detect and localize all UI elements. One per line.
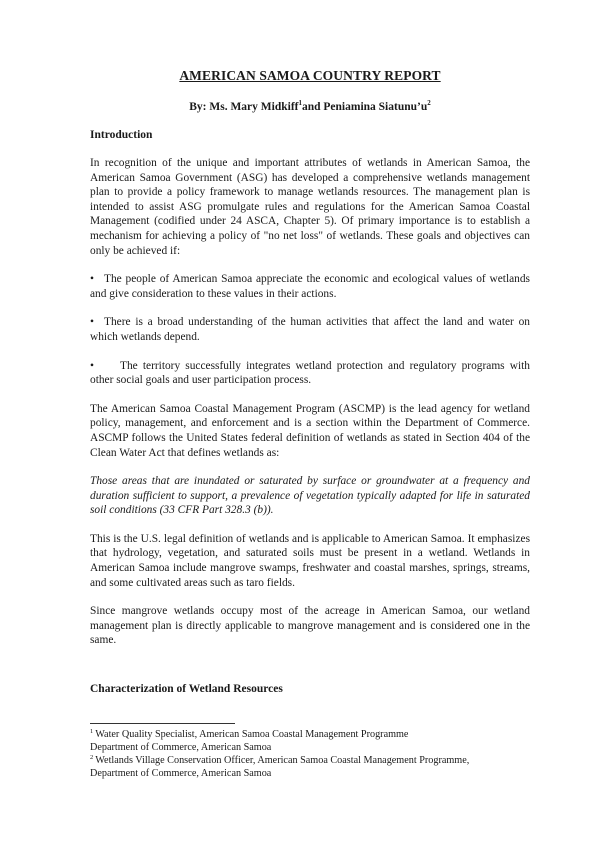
footnote-ref-1: 1 xyxy=(298,99,302,107)
byline-author-2: and Peniamina Siatunu’u xyxy=(301,101,428,113)
author-byline xyxy=(90,100,530,114)
bullet-icon: • xyxy=(90,273,94,286)
bullet-text: There is a broad understanding of the human activities that affect the land and water on which wetlands depend. xyxy=(90,316,530,343)
bullet-text: The territory successfully integrates wetland protection and regulatory programs with other social goals and user participation process. xyxy=(90,359,530,387)
bullet-text: The people of American Samoa appreciate the economic and ecological values of wetlands and give consideration to these values in their actions. xyxy=(90,273,530,300)
bullet-icon: • xyxy=(90,316,94,329)
footnote-1-continued: Department of Commerce, American Samoa xyxy=(90,742,272,753)
document-title: AMERICAN SAMOA COUNTRY REPORT xyxy=(179,68,441,83)
footnote-1-line-1: Water Quality Specialist, American Samoa Coastal Management Programme xyxy=(95,729,409,740)
footnote-1 xyxy=(90,728,530,741)
section-heading-characterization: Characterization of Wetland Resources xyxy=(90,683,283,696)
intro-paragraph-1: In recognition of the unique and important attributes of wetlands in American Samoa, the American Samoa Government (ASG) has developed a comprehensive wetlands management plan to provide a policy framework to manage wetlands resources. The management plan is intended to assist ASG promulgate rules and regulations for the American Samoa Coastal Management (codified under 24 ASCA, Chapter 5). Of primary importance is to establish a mechanism for achieving a policy of "no net loss" of wetlands. These goals and objectives can only be achieved if: xyxy=(90,157,530,257)
footnote-divider xyxy=(90,723,235,724)
byline-author-1: By: Ms. Mary Midkiff xyxy=(189,101,299,113)
footnote-2-continued: Department of Commerce, American Samoa xyxy=(90,768,272,779)
footnote-mark-2: 2 xyxy=(90,754,94,761)
wetland-definition-quote: Those areas that are inundated or saturated by surface or groundwater at a frequency and duration sufficient to support, a prevalence of vegetation typically adapted for life in saturated soil conditions (33 CFR Part 328.3 (b)). xyxy=(90,475,530,517)
intro-paragraph-2: The American Samoa Coastal Management Program (ASCMP) is the lead agency for wetland policy, management, and enforcement and is a section within the Department of Commerce. ASCMP follows the United States federal definition of wetlands as stated in Section 404 of the Clean Water Act that defines wetlands as: xyxy=(90,402,530,459)
section-heading-introduction: Introduction xyxy=(90,129,153,141)
page-body xyxy=(90,68,530,696)
bullet-item xyxy=(90,359,530,388)
bullet-item xyxy=(90,315,530,344)
footnotes xyxy=(90,723,530,780)
intro-paragraph-4: Since mangrove wetlands occupy most of the acreage in American Samoa, our wetland management plan is directly applicable to mangrove management and is considered one in the same. xyxy=(90,605,530,647)
bullet-item xyxy=(90,272,530,301)
footnote-2 xyxy=(90,754,530,767)
footnote-mark-1: 1 xyxy=(90,728,94,735)
footnote-2-line-1: Wetlands Village Conservation Officer, American Samoa Coastal Management Programme, xyxy=(95,755,470,766)
bullet-icon: • xyxy=(90,359,94,372)
intro-paragraph-3: This is the U.S. legal definition of wetlands and is applicable to American Samoa. It emphasizes that hydrology, vegetation, and saturated soils must be present in a wetland. Wetlands in American Samoa include mangrove swamps, freshwater and coastal marshes, springs, streams, and some cultivated areas such as taro fields. xyxy=(90,532,530,589)
footnote-ref-2: 2 xyxy=(427,99,431,107)
